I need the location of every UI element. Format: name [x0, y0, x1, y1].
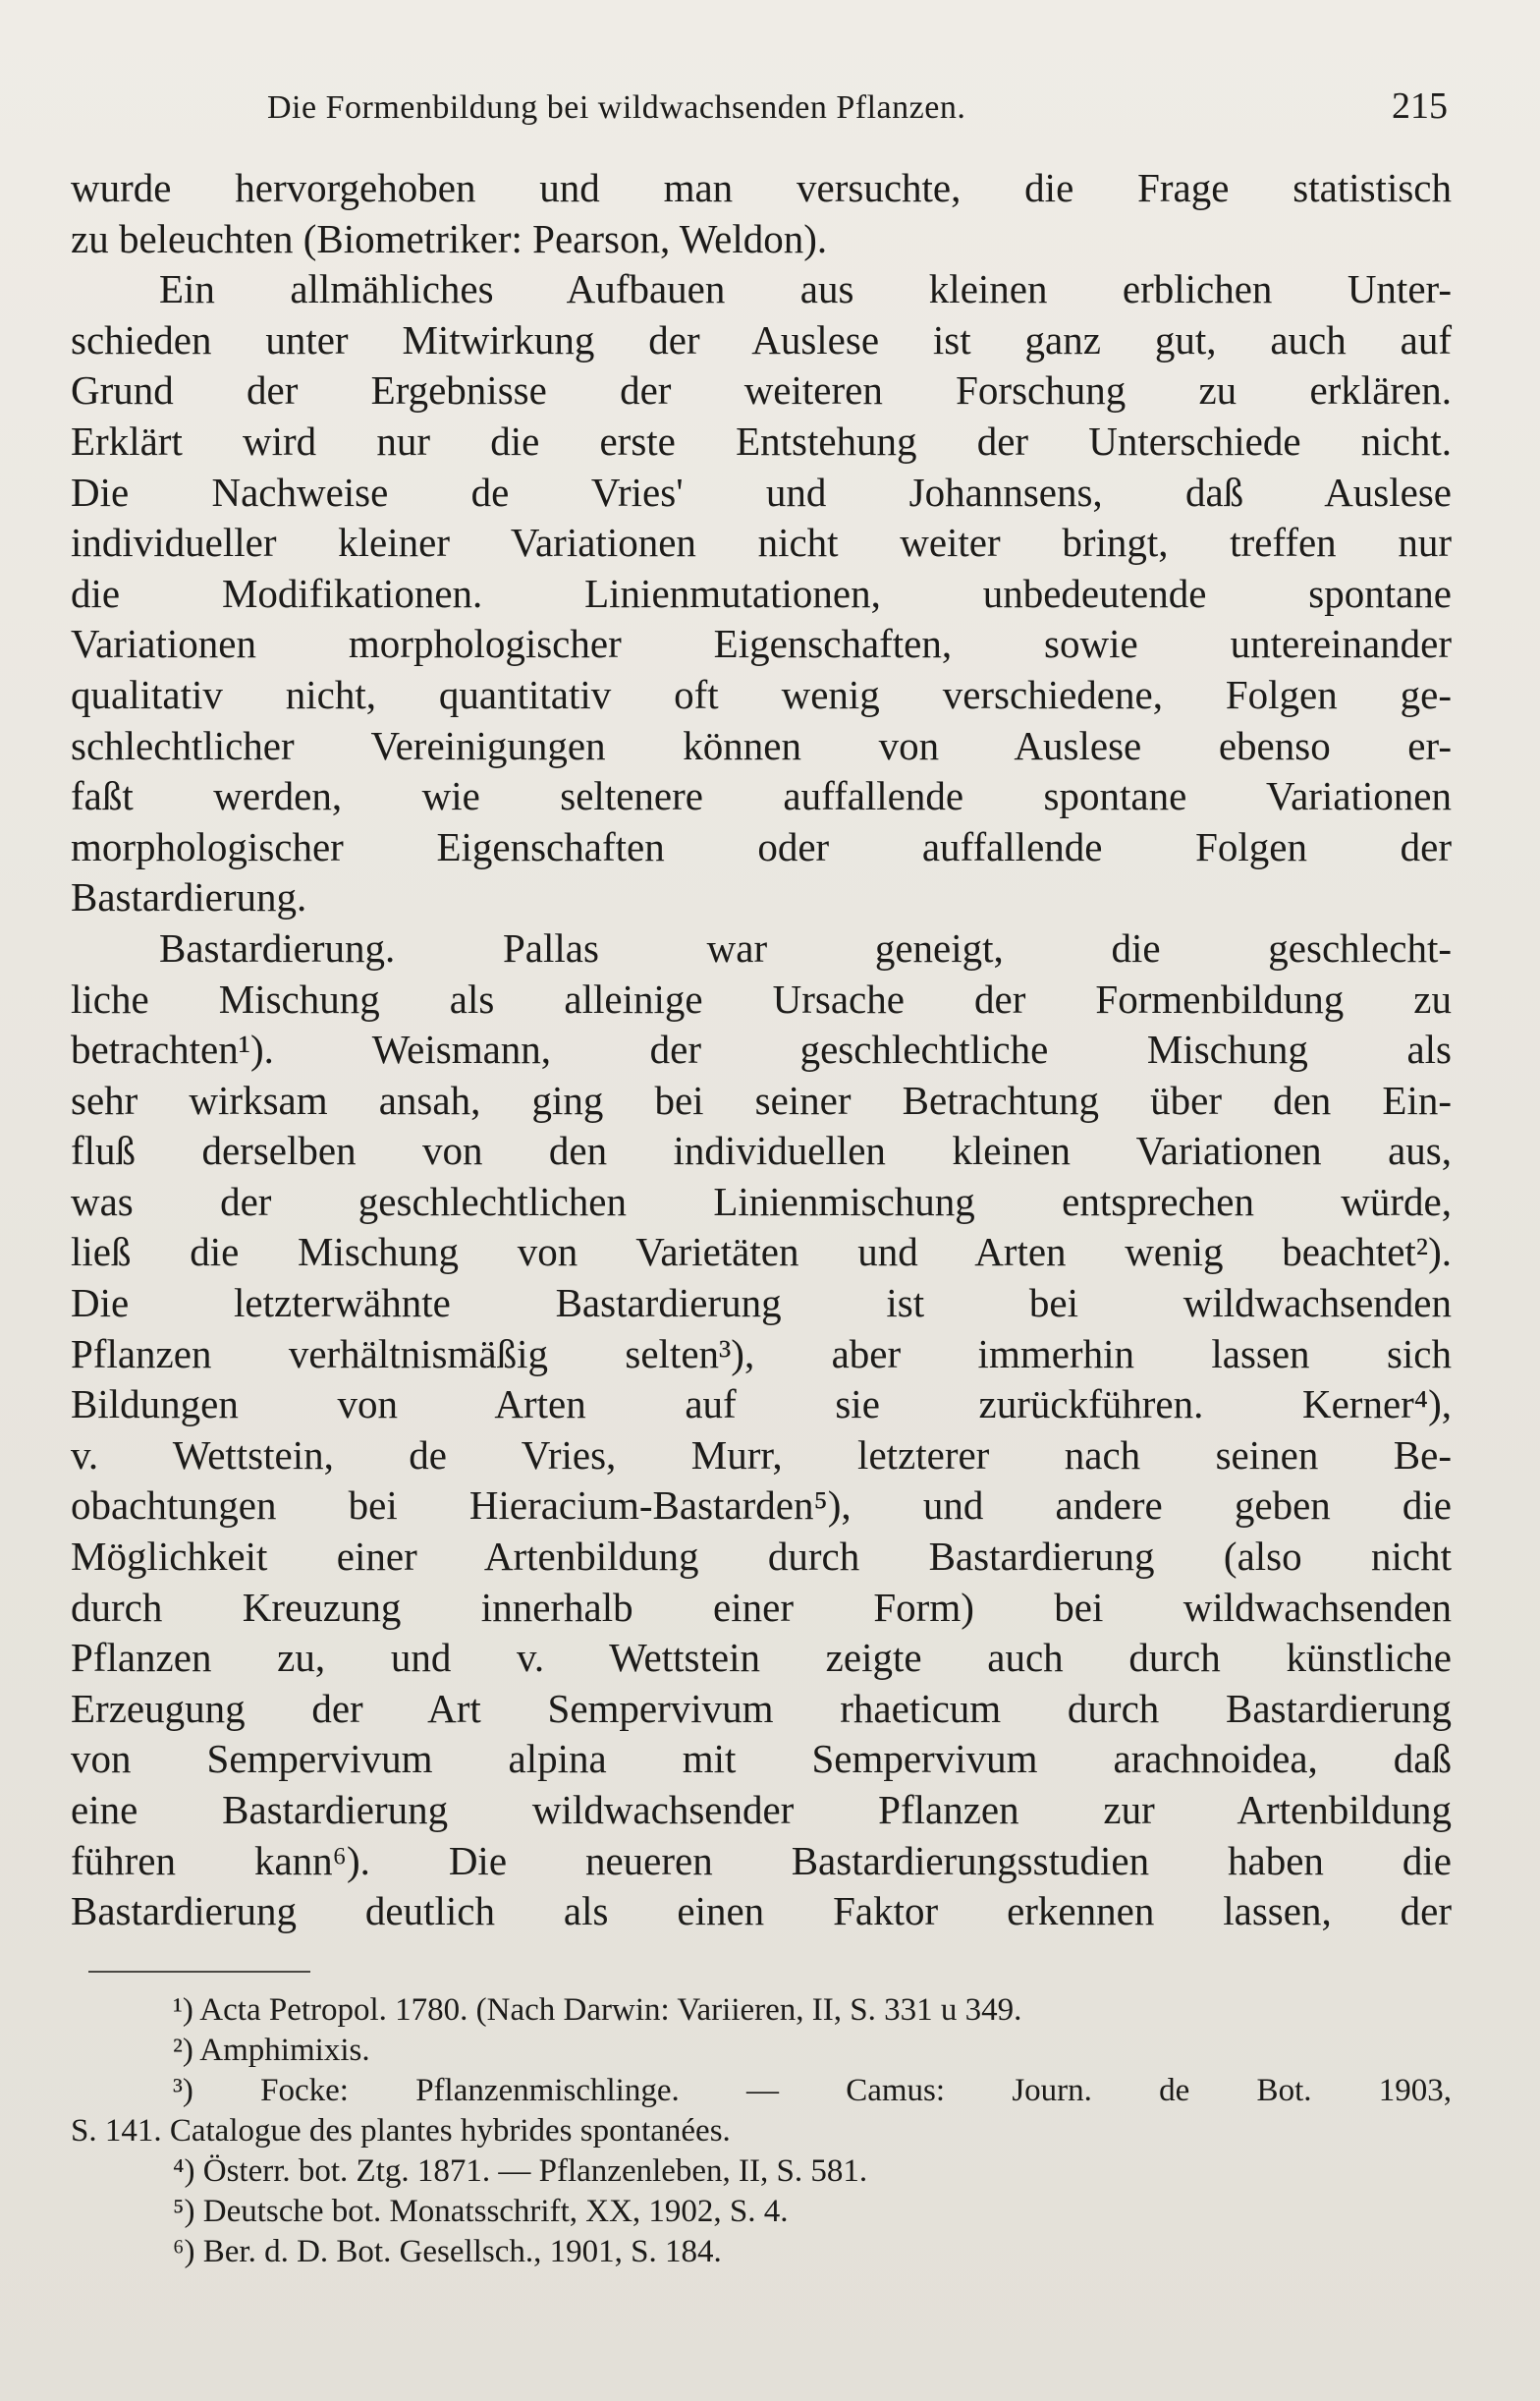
footnotes [71, 1990, 1452, 2272]
text-line: Ein allmähliches Aufbauen aus kleinen erblichen Unter- [159, 266, 1452, 312]
text-line: Bastardierung deutlich als einen Faktor erkennen lassen, der [71, 1888, 1452, 1934]
footnote: ⁵) Deutsche bot. Monatsschrift, XX, 1902, S. 4. [173, 2193, 789, 2229]
text-line: individueller kleiner Variationen nicht weiter bringt, treffen nur [71, 520, 1452, 566]
text-line: Die letzterwähnte Bastardierung ist bei wildwachsenden [71, 1280, 1452, 1326]
text-line: Variationen morphologischer Eigenschaften, sowie untereinander [71, 621, 1452, 667]
text-line: schlechtlicher Vereinigungen können von Auslese ebenso er- [71, 722, 1452, 768]
text-line: v. Wettstein, de Vries, Murr, letzterer nach seinen Be- [71, 1431, 1452, 1478]
text-line: durch Kreuzung innerhalb einer Form) bei wildwachsenden [71, 1584, 1452, 1630]
text-line: zu beleuchten (Biometriker: Pearson, Weldon). [71, 215, 828, 261]
running-head [267, 84, 1448, 143]
footnote: ⁶) Ber. d. D. Bot. Gesellsch., 1901, S. 184. [173, 2233, 722, 2269]
text-line: Die Nachweise de Vries' und Johannsens, daß Auslese [71, 469, 1452, 515]
text-line: Erzeugung der Art Sempervivum rhaeticum durch Bastardierung [71, 1685, 1452, 1731]
text-line: betrachten¹). Weismann, der geschlechtliche Mischung als [71, 1027, 1452, 1073]
footnote: ³) Focke: Pflanzenmischlinge. — Camus: Journ. de Bot. 1903, [173, 2072, 1452, 2108]
text-line: führen kann⁶). Die neueren Bastardierungsstudien haben die [71, 1837, 1452, 1883]
footnote: ⁴) Österr. bot. Ztg. 1871. — Pflanzenleben, II, S. 581. [173, 2152, 868, 2189]
text-line: Bastardierung. Pallas war geneigt, die geschlecht- [159, 924, 1452, 971]
text-line: Grund der Ergebnisse der weiteren Forschung zu erklären. [71, 367, 1452, 414]
text-line: Erklärt wird nur die erste Entstehung der Unterschiede nicht. [71, 418, 1452, 464]
text-line: faßt werden, wie seltenere auffallende spontane Variationen [71, 773, 1452, 819]
text-line: schieden unter Mitwirkung der Auslese ist ganz gut, auch auf [71, 316, 1452, 363]
footnote-continuation: S. 141. Catalogue des plantes hybrides spontanées. [71, 2112, 731, 2149]
page-number: 215 [1392, 85, 1448, 127]
footnote: ¹) Acta Petropol. 1780. (Nach Darwin: Variieren, II, S. 331 u 349. [173, 1991, 1022, 2028]
text-line: Bastardierung. [71, 874, 307, 921]
text-line: qualitativ nicht, quantitativ oft wenig verschiedene, Folgen ge- [71, 671, 1452, 717]
text-line: von Sempervivum alpina mit Sempervivum arachnoidea, daß [71, 1736, 1452, 1782]
text-line: Pflanzen zu, und v. Wettstein zeigte auch durch künstliche [71, 1635, 1452, 1681]
text-line: morphologischer Eigenschaften oder auffallende Folgen der [71, 823, 1452, 869]
body-text [71, 163, 1452, 1937]
text-line: Möglichkeit einer Artenbildung durch Bastardierung (also nicht [71, 1534, 1452, 1580]
text-line: fluß derselben von den individuellen kleinen Variationen aus, [71, 1128, 1452, 1174]
text-line: sehr wirksam ansah, ging bei seiner Betrachtung über den Ein- [71, 1077, 1452, 1123]
text-line: die Modifikationen. Linienmutationen, unbedeutende spontane [71, 570, 1452, 616]
text-line: Bildungen von Arten auf sie zurückführen. Kerner⁴), [71, 1381, 1452, 1427]
text-line: was der geschlechtlichen Linienmischung entsprechen würde, [71, 1178, 1452, 1224]
text-line: Pflanzen verhältnismäßig selten³), aber immerhin lassen sich [71, 1330, 1452, 1376]
text-line: liche Mischung als alleinige Ursache der Formenbildung zu [71, 976, 1452, 1022]
running-title: Die Formenbildung bei wildwachsenden Pflanzen. [267, 89, 966, 126]
footnote: ²) Amphimixis. [173, 2032, 370, 2068]
text-line: ließ die Mischung von Varietäten und Arten wenig beachtet²). [71, 1229, 1452, 1275]
text-line: obachtungen bei Hieracium-Bastarden⁵), und andere geben die [71, 1482, 1452, 1529]
footnote-rule [88, 1971, 310, 1973]
text-line: eine Bastardierung wildwachsender Pflanzen zur Artenbildung [71, 1787, 1452, 1832]
text-line: wurde hervorgehoben und man versuchte, die Frage statistisch [71, 165, 1452, 210]
